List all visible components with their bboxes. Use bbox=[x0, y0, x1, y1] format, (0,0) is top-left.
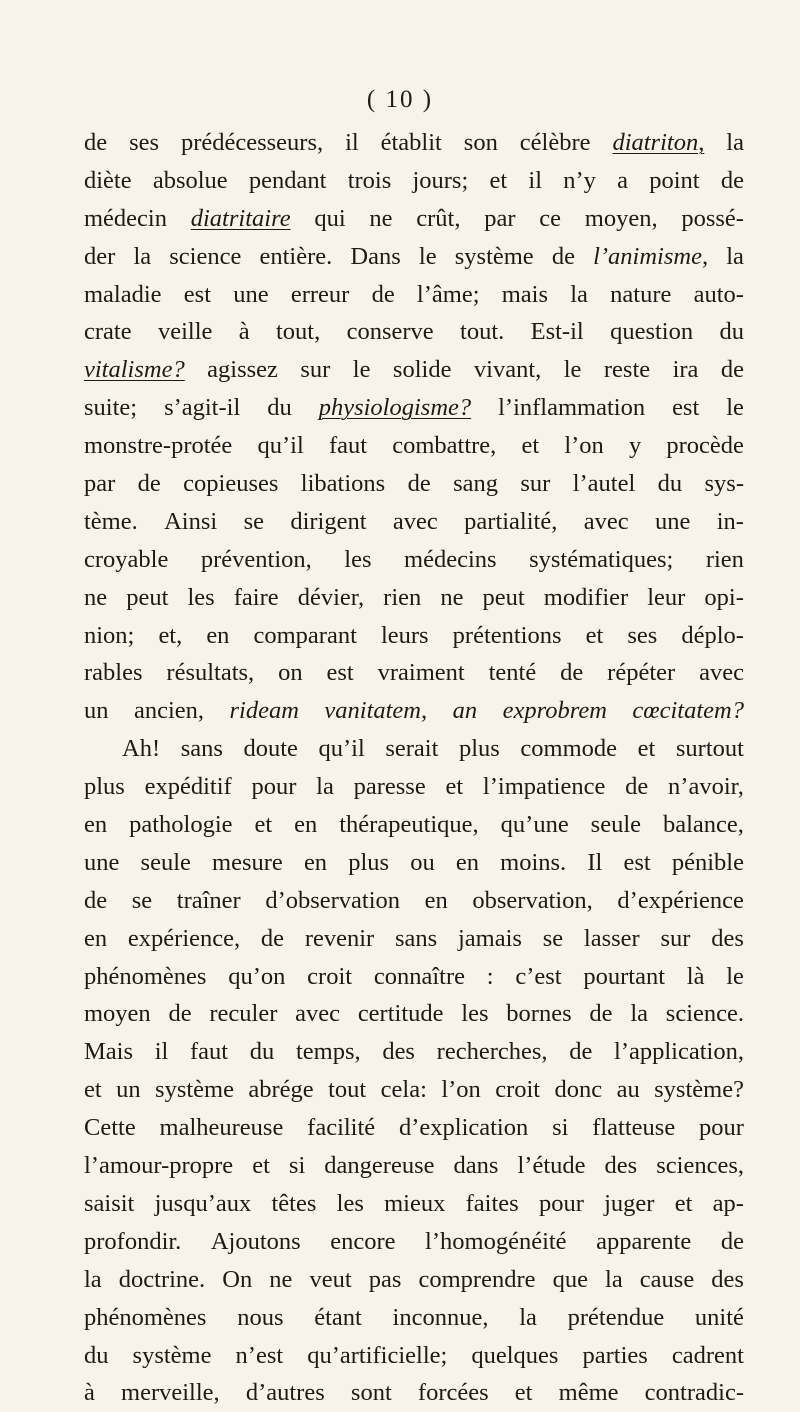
text-line: vitalisme? agissez sur le solide vivant, le reste ira de bbox=[84, 356, 744, 384]
text-line: à merveille, d’autres sont forcées et même contradic- bbox=[84, 1379, 744, 1407]
text-line: de se traîner d’observation en observation, d’expérience bbox=[84, 886, 744, 914]
text-line: en pathologie et en thérapeutique, qu’une seule balance, bbox=[84, 811, 744, 839]
text-line: phénomènes qu’on croit connaître : c’est pourtant là le bbox=[84, 962, 744, 990]
text-line: Mais il faut du temps, des recherches, de l’application, bbox=[84, 1038, 744, 1066]
text-line: plus expéditif pour la paresse et l’impatience de n’avoir, bbox=[84, 773, 744, 801]
text-line: crate veille à tout, conserve tout. Est-il question du bbox=[84, 318, 744, 346]
text-line: suite; s’agit-il du physiologisme? l’inflammation est le bbox=[84, 394, 744, 422]
text-line: diète absolue pendant trois jours; et il n’y a point de bbox=[84, 166, 744, 194]
text-line: l’amour-propre et si dangereuse dans l’étude des sciences, bbox=[84, 1152, 744, 1180]
text-line: du système n’est qu’artificielle; quelques parties cadrent bbox=[84, 1341, 744, 1369]
text-line: monstre-protée qu’il faut combattre, et l’on y procède bbox=[84, 432, 744, 460]
text-line: médecin diatritaire qui ne crût, par ce moyen, possé- bbox=[84, 204, 744, 232]
text-line: Cette malheureuse facilité d’explication si flatteuse pour bbox=[84, 1114, 744, 1142]
body-text bbox=[84, 124, 744, 1412]
text-line: saisit jusqu’aux têtes les mieux faites pour juger et ap- bbox=[84, 1189, 744, 1217]
text-line: par de copieuses libations de sang sur l’autel du sys- bbox=[84, 470, 744, 498]
text-line: profondir. Ajoutons encore l’homogénéité apparente de bbox=[84, 1227, 744, 1255]
text-line: ne peut les faire dévier, rien ne peut modifier leur opi- bbox=[84, 583, 744, 611]
text-line: nion; et, en comparant leurs prétentions et ses déplo- bbox=[84, 621, 744, 649]
text-line: de ses prédécesseurs, il établit son célèbre diatriton, la bbox=[84, 129, 744, 156]
text-line: tème. Ainsi se dirigent avec partialité, avec une in- bbox=[84, 507, 744, 535]
text-line: Ah! sans doute qu’il serait plus commode et surtout bbox=[122, 735, 744, 763]
text-line: moyen de reculer avec certitude les bornes de la science. bbox=[84, 1000, 744, 1028]
text-line: rables résultats, on est vraiment tenté de répéter avec bbox=[84, 659, 744, 687]
text-line: maladie est une erreur de l’âme; mais la nature auto- bbox=[84, 280, 744, 308]
text-line: phénomènes nous étant inconnue, la prétendue unité bbox=[84, 1303, 744, 1331]
text-line: der la science entière. Dans le système de l’animisme, la bbox=[84, 242, 744, 270]
text-line: la doctrine. On ne veut pas comprendre que la cause des bbox=[84, 1265, 744, 1293]
text-line: une seule mesure en plus ou en moins. Il est pénible bbox=[84, 848, 744, 876]
text-line: en expérience, de revenir sans jamais se lasser sur des bbox=[84, 924, 744, 952]
page-number: ( 10 ) bbox=[366, 86, 434, 113]
text-line: croyable prévention, les médecins systématiques; rien bbox=[84, 545, 744, 573]
text-line: un ancien, rideam vanitatem, an exprobrem cœcitatem? bbox=[84, 697, 744, 725]
text-line: et un système abrége tout cela: l’on croit donc au système? bbox=[84, 1076, 744, 1104]
